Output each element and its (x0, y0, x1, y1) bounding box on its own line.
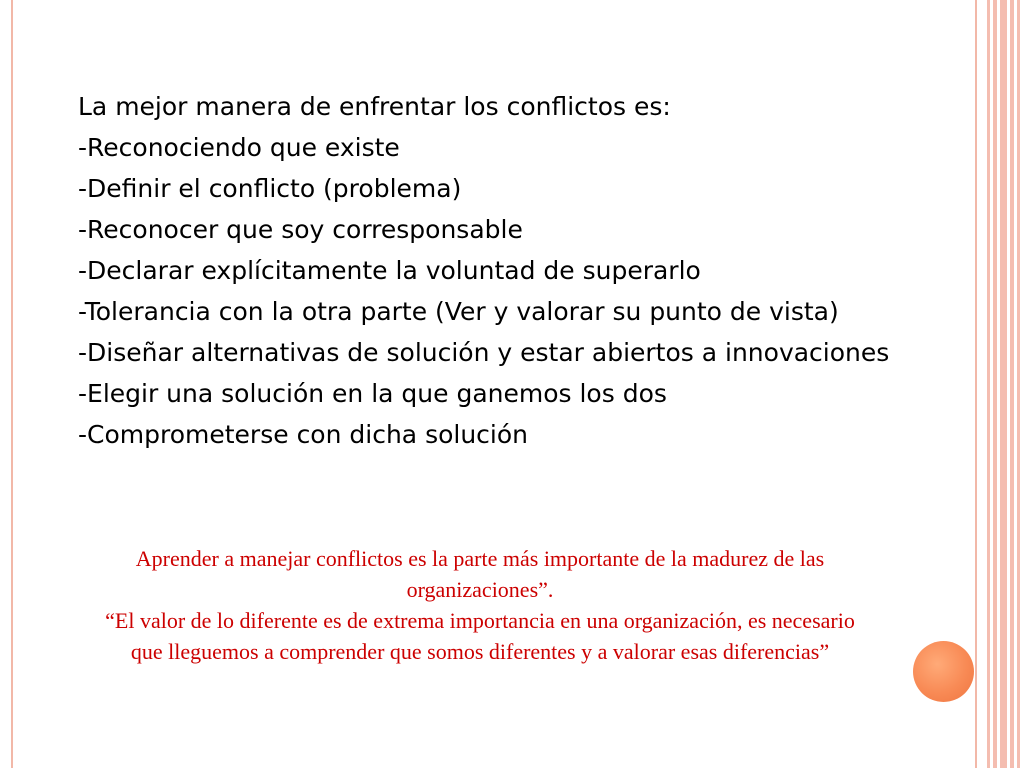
list-item: -Elegir una solución en la que ganemos los dos (78, 379, 667, 408)
list-item: -Diseñar alternativas de solución y estar abiertos a innovaciones (78, 338, 890, 367)
list-item: -Definir el conflicto (problema) (78, 174, 462, 203)
quote-line: Aprender a manejar conflictos es la parte más importante de la madurez de las organizaciones”. (135, 546, 825, 602)
list-item: -Declarar explícitamente la voluntad de superarlo (78, 256, 701, 285)
quote-line: “El valor de lo diferente es de extrema importancia en una organización, es necesario que lleguemos a comprender que somos diferentes y a valorar esas diferencias” (105, 608, 855, 664)
orange-circle-decoration (913, 641, 974, 702)
slide-heading: La mejor manera de enfrentar los conflictos es: (78, 92, 671, 121)
slide-body (78, 86, 898, 455)
quote-block (90, 543, 870, 667)
list-item: -Reconocer que soy corresponsable (78, 215, 523, 244)
decorative-stripes (983, 0, 1024, 768)
list-item: -Comprometerse con dicha solución (78, 420, 529, 449)
list-item: -Tolerancia con la otra parte (Ver y valorar su punto de vista) (78, 297, 839, 326)
list-item: -Reconociendo que existe (78, 133, 400, 162)
